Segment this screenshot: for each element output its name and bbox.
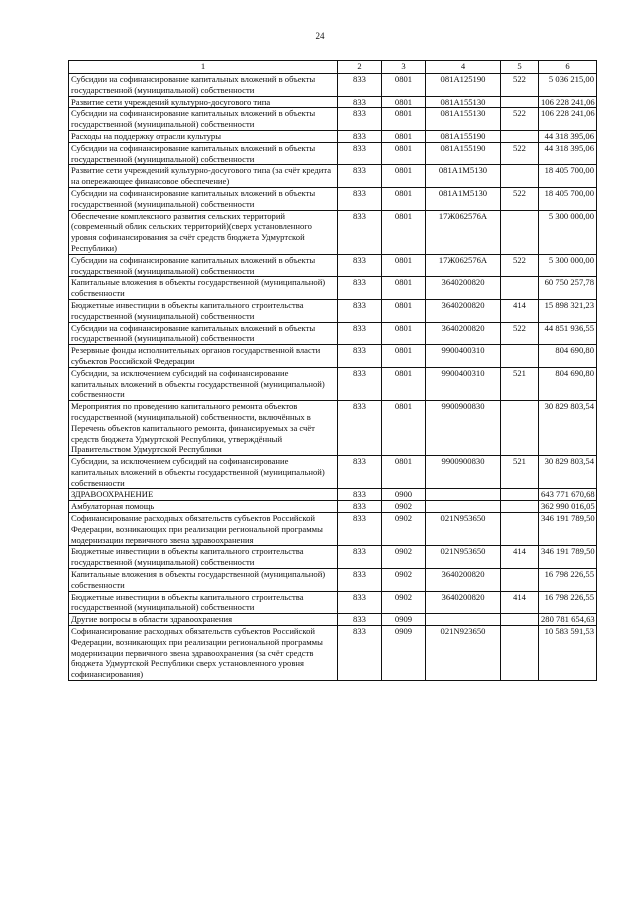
row-admin-code: 833 xyxy=(338,130,382,142)
row-expense-type: 521 xyxy=(501,367,539,400)
row-section-code: 0801 xyxy=(382,165,426,188)
row-section-code: 0801 xyxy=(382,254,426,277)
table-row xyxy=(69,501,597,513)
row-sum: 60 750 257,78 xyxy=(539,277,597,300)
row-expense-type xyxy=(501,165,539,188)
row-expense-type xyxy=(501,210,539,254)
row-section-code: 0801 xyxy=(382,210,426,254)
row-expense-type: 522 xyxy=(501,187,539,210)
row-name: Бюджетные инвестиции в объекты капитального строительства государственной (муниципальной) собственности xyxy=(69,546,338,569)
row-sum: 280 781 654,63 xyxy=(539,614,597,626)
row-section-code: 0801 xyxy=(382,130,426,142)
column-header-1: 1 xyxy=(69,61,338,74)
row-expense-type: 522 xyxy=(501,142,539,165)
table-row xyxy=(69,210,597,254)
row-name: Бюджетные инвестиции в объекты капитального строительства государственной (муниципальной) собственности xyxy=(69,591,338,614)
table-row xyxy=(69,546,597,569)
row-name: Субсидии на софинансирование капитальных вложений в объекты государственной (муниципальной) собственности xyxy=(69,322,338,345)
row-expense-type xyxy=(501,130,539,142)
table-row xyxy=(69,130,597,142)
row-admin-code: 833 xyxy=(338,489,382,501)
row-section-code: 0902 xyxy=(382,501,426,513)
table-row xyxy=(69,254,597,277)
row-admin-code: 833 xyxy=(338,74,382,97)
row-article-code: 9900400310 xyxy=(426,367,501,400)
row-admin-code: 833 xyxy=(338,501,382,513)
table-row xyxy=(69,96,597,108)
row-name: Развитие сети учреждений культурно-досугового типа xyxy=(69,96,338,108)
table-header-row xyxy=(69,61,597,74)
row-article-code: 9900400310 xyxy=(426,345,501,368)
row-article-code: 3640200820 xyxy=(426,277,501,300)
row-name: Расходы на поддержку отрасли культуры xyxy=(69,130,338,142)
row-section-code: 0801 xyxy=(382,299,426,322)
table-row xyxy=(69,569,597,592)
row-article-code xyxy=(426,489,501,501)
row-sum: 5 300 000,00 xyxy=(539,254,597,277)
row-admin-code: 833 xyxy=(338,367,382,400)
table-row xyxy=(69,456,597,489)
table-row xyxy=(69,614,597,626)
row-section-code: 0801 xyxy=(382,367,426,400)
row-article-code: 081A155130 xyxy=(426,108,501,131)
row-expense-type: 521 xyxy=(501,456,539,489)
row-sum: 362 990 016,05 xyxy=(539,501,597,513)
row-name: Амбулаторная помощь xyxy=(69,501,338,513)
row-sum: 30 829 803,54 xyxy=(539,456,597,489)
row-name: Мероприятия по проведению капитального ремонта объектов государственной (муниципальной) собственности, включённых в Перечень объектов капитального ремонта, финансируемых за счёт средств бюджета Удмуртской Республики, утверждённый Правительством Удмуртской Республики xyxy=(69,401,338,456)
row-expense-type: 522 xyxy=(501,254,539,277)
row-section-code: 0909 xyxy=(382,614,426,626)
row-sum: 346 191 789,50 xyxy=(539,513,597,546)
row-name: Капитальные вложения в объекты государственной (муниципальной) собственности xyxy=(69,277,338,300)
row-section-code: 0909 xyxy=(382,626,426,681)
row-name: Субсидии на софинансирование капитальных вложений в объекты государственной (муниципальной) собственности xyxy=(69,142,338,165)
row-article-code: 3640200820 xyxy=(426,299,501,322)
row-article-code: 081A155190 xyxy=(426,130,501,142)
row-section-code: 0801 xyxy=(382,96,426,108)
budget-table xyxy=(68,60,597,681)
column-header-5: 5 xyxy=(501,61,539,74)
row-sum: 5 036 215,00 xyxy=(539,74,597,97)
table-row xyxy=(69,401,597,456)
row-admin-code: 833 xyxy=(338,254,382,277)
row-article-code: 021N923650 xyxy=(426,626,501,681)
row-expense-type: 414 xyxy=(501,591,539,614)
row-section-code: 0801 xyxy=(382,401,426,456)
row-section-code: 0801 xyxy=(382,142,426,165)
column-header-4: 4 xyxy=(426,61,501,74)
row-admin-code: 833 xyxy=(338,569,382,592)
row-admin-code: 833 xyxy=(338,277,382,300)
page-number: 24 xyxy=(315,31,325,41)
table-row xyxy=(69,322,597,345)
column-header-2: 2 xyxy=(338,61,382,74)
row-article-code xyxy=(426,501,501,513)
row-article-code: 021N953650 xyxy=(426,513,501,546)
table-row xyxy=(69,345,597,368)
row-expense-type xyxy=(501,501,539,513)
row-name: Субсидии на софинансирование капитальных вложений в объекты государственной (муниципальной) собственности xyxy=(69,254,338,277)
row-sum: 106 228 241,06 xyxy=(539,108,597,131)
row-sum: 643 771 670,68 xyxy=(539,489,597,501)
row-article-code: 3640200820 xyxy=(426,591,501,614)
table-row xyxy=(69,626,597,681)
row-section-code: 0801 xyxy=(382,277,426,300)
row-section-code: 0902 xyxy=(382,546,426,569)
table-row xyxy=(69,165,597,188)
row-article-code: 3640200820 xyxy=(426,569,501,592)
row-article-code: 9900900830 xyxy=(426,456,501,489)
row-sum: 5 300 000,00 xyxy=(539,210,597,254)
row-admin-code: 833 xyxy=(338,546,382,569)
row-admin-code: 833 xyxy=(338,187,382,210)
row-article-code: 17Ж062576А xyxy=(426,210,501,254)
row-sum: 44 851 936,55 xyxy=(539,322,597,345)
row-admin-code: 833 xyxy=(338,322,382,345)
row-expense-type xyxy=(501,626,539,681)
row-name: Субсидии на софинансирование капитальных вложений в объекты государственной (муниципальной) собственности xyxy=(69,187,338,210)
row-admin-code: 833 xyxy=(338,626,382,681)
row-name: Субсидии, за исключением субсидий на софинансирование капитальных вложений в объекты государственной (муниципальной) собственности xyxy=(69,456,338,489)
row-admin-code: 833 xyxy=(338,401,382,456)
row-section-code: 0801 xyxy=(382,322,426,345)
row-expense-type: 522 xyxy=(501,108,539,131)
row-sum: 30 829 803,54 xyxy=(539,401,597,456)
row-name: Развитие сети учреждений культурно-досугового типа (за счёт кредита на опережающее финансовое обеспечение) xyxy=(69,165,338,188)
table-row xyxy=(69,187,597,210)
row-admin-code: 833 xyxy=(338,210,382,254)
row-article-code: 9900900830 xyxy=(426,401,501,456)
row-sum: 18 405 700,00 xyxy=(539,165,597,188)
row-name: Субсидии на софинансирование капитальных вложений в объекты государственной (муниципальной) собственности xyxy=(69,74,338,97)
row-article-code: 081A1M5130 xyxy=(426,187,501,210)
row-expense-type xyxy=(501,96,539,108)
row-admin-code: 833 xyxy=(338,591,382,614)
row-sum: 44 318 395,06 xyxy=(539,142,597,165)
row-admin-code: 833 xyxy=(338,299,382,322)
row-article-code: 3640200820 xyxy=(426,322,501,345)
row-admin-code: 833 xyxy=(338,96,382,108)
row-name: Обеспечение комплексного развития сельских территорий (современный облик сельских территорий)(сверх установленного уровня софинансирования за счёт средств бюджета Удмуртской Республики) xyxy=(69,210,338,254)
row-sum: 18 405 700,00 xyxy=(539,187,597,210)
row-expense-type xyxy=(501,513,539,546)
column-header-6: 6 xyxy=(539,61,597,74)
row-expense-type: 522 xyxy=(501,322,539,345)
row-article-code: 081A155190 xyxy=(426,142,501,165)
table-row xyxy=(69,367,597,400)
row-name: Другие вопросы в области здравоохранения xyxy=(69,614,338,626)
table-row xyxy=(69,74,597,97)
row-name: Резервные фонды исполнительных органов государственной власти субъектов Российской Федерации xyxy=(69,345,338,368)
table-row xyxy=(69,513,597,546)
row-article-code: 081A155130 xyxy=(426,96,501,108)
row-sum: 15 898 321,23 xyxy=(539,299,597,322)
row-expense-type: 414 xyxy=(501,299,539,322)
row-section-code: 0902 xyxy=(382,513,426,546)
row-name: Софинансирование расходных обязательств субъектов Российской Федерации, возникающих при реализации региональной программы модернизации первичного звена здравоохранения (за счёт средств бюджета Удмуртской Республики сверх установленного уровня софинансирования) xyxy=(69,626,338,681)
row-sum: 106 228 241,06 xyxy=(539,96,597,108)
row-sum: 16 798 226,55 xyxy=(539,591,597,614)
table-row xyxy=(69,108,597,131)
row-section-code: 0900 xyxy=(382,489,426,501)
row-admin-code: 833 xyxy=(338,456,382,489)
row-article-code xyxy=(426,614,501,626)
column-header-3: 3 xyxy=(382,61,426,74)
table-row xyxy=(69,299,597,322)
row-expense-type xyxy=(501,614,539,626)
table-row xyxy=(69,489,597,501)
row-article-code: 081A1M5130 xyxy=(426,165,501,188)
row-section-code: 0801 xyxy=(382,187,426,210)
row-expense-type xyxy=(501,569,539,592)
row-section-code: 0801 xyxy=(382,345,426,368)
row-sum: 804 690,80 xyxy=(539,367,597,400)
row-admin-code: 833 xyxy=(338,513,382,546)
row-article-code: 17Ж062576А xyxy=(426,254,501,277)
row-admin-code: 833 xyxy=(338,142,382,165)
row-article-code: 081A125190 xyxy=(426,74,501,97)
row-admin-code: 833 xyxy=(338,108,382,131)
row-section-code: 0801 xyxy=(382,108,426,131)
row-expense-type xyxy=(501,277,539,300)
row-admin-code: 833 xyxy=(338,614,382,626)
table-row xyxy=(69,277,597,300)
row-sum: 346 191 789,50 xyxy=(539,546,597,569)
row-expense-type: 414 xyxy=(501,546,539,569)
row-name: Софинансирование расходных обязательств субъектов Российской Федерации, возникающих при реализации региональной программы модернизации первичного звена здравоохранения xyxy=(69,513,338,546)
row-expense-type xyxy=(501,401,539,456)
row-article-code: 021N953650 xyxy=(426,546,501,569)
row-sum: 44 318 395,06 xyxy=(539,130,597,142)
row-section-code: 0902 xyxy=(382,569,426,592)
row-name: Субсидии на софинансирование капитальных вложений в объекты государственной (муниципальной) собственности xyxy=(69,108,338,131)
row-expense-type xyxy=(501,345,539,368)
row-sum: 10 583 591,53 xyxy=(539,626,597,681)
row-expense-type: 522 xyxy=(501,74,539,97)
row-admin-code: 833 xyxy=(338,345,382,368)
row-expense-type xyxy=(501,489,539,501)
row-name: Бюджетные инвестиции в объекты капитального строительства государственной (муниципальной) собственности xyxy=(69,299,338,322)
row-section-code: 0902 xyxy=(382,591,426,614)
row-name: Капитальные вложения в объекты государственной (муниципальной) собственности xyxy=(69,569,338,592)
table-row xyxy=(69,142,597,165)
row-name: ЗДРАВООХРАНЕНИЕ xyxy=(69,489,338,501)
table-row xyxy=(69,591,597,614)
row-sum: 16 798 226,55 xyxy=(539,569,597,592)
row-section-code: 0801 xyxy=(382,74,426,97)
row-admin-code: 833 xyxy=(338,165,382,188)
row-sum: 804 690,80 xyxy=(539,345,597,368)
row-name: Субсидии, за исключением субсидий на софинансирование капитальных вложений в объекты государственной (муниципальной) собственности xyxy=(69,367,338,400)
row-section-code: 0801 xyxy=(382,456,426,489)
